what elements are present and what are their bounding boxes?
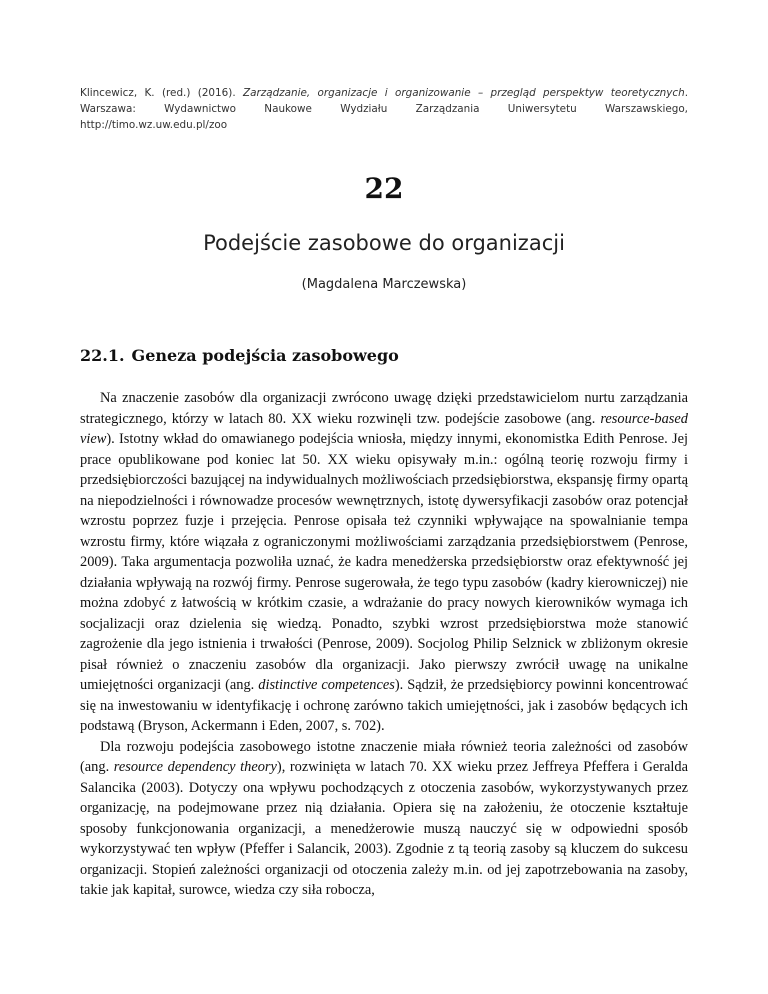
paragraph bbox=[80, 737, 688, 901]
citation-prefix: Klincewicz, K. (red.) (2016). bbox=[80, 87, 243, 99]
paragraph bbox=[80, 388, 688, 737]
section-heading bbox=[80, 346, 688, 365]
paragraph-text: ). Istotny wkład do omawianego podejścia wniosła, między innymi, ekonomistka Edith Penrose. Jej prace opublikowane pod koniec lat 50. XX wieku opisywały m.in.: ogólną teorię rozwoju firmy i przedsiębiorczości bazującej na indywidualnych możliwościach przedsiębiorstwa, ekspansję firmy opartą na niepodzielności i równowadze procesów wewnętrznych, istotę dywersyfikacji zasobów oraz potencjał wzrostu poprzez fuzje i przejęcia. Penrose opisała też czynniki wpływające na spowalnianie tempa wzrostu firmy, które wiązała z ograniczonymi możliwościami zarządzania przedsiębiorstwem (Penrose, 2009). Taka argumentacja pozwoliła uznać, że kadra menedżerska przedsiębiorstw oraz efektywność jej działania wpływają na rozwój firmy. Penrose sugerowała, że tego typu zasobów (kadry kierowniczej) nie można zdobyć z łatwością w krótkim czasie, a wdrażanie do pracy nowych kierowników wymaga ich socjalizacji oraz dzielenia się wiedzą. Ponadto, szybki wzrost przedsiębiorstwa może stanowić zagrożenie dla jego istnienia i trwałości (Penrose, 2009). Socjolog Philip Selznick w zbliżonym okresie pisał również o znaczeniu zasobów dla organizacji. Jako pierwszy zwrócił uwagę na unikalne umiejętności organizacji (ang. bbox=[80, 431, 688, 693]
paragraph-text: Dla rozwoju podejścia zasobowego istotne znaczenie miała również teoria zależności od zasobów (ang. bbox=[80, 738, 688, 775]
citation-suffix: . Warszawa: Wydawnictwo Naukowe Wydziału Zarządzania Uniwersytetu Warszawskiego, http://timo.wz.uw.edu.pl/zoo bbox=[80, 87, 688, 131]
term-italic: resource-based view bbox=[80, 410, 688, 447]
section-number: 22.1. bbox=[80, 346, 125, 365]
citation-text bbox=[80, 85, 688, 133]
term-italic: resource dependency theory bbox=[113, 759, 277, 775]
section-title: Geneza podejścia zasobowego bbox=[131, 346, 399, 365]
body-text bbox=[80, 388, 688, 901]
paragraph-text: ). Sądził, że przedsiębiorcy powinni koncentrować się na inwestowaniu w identyfikację i ochronę zarówno takich umiejętności, jak i zasobów będących ich podstawą (Bryson, Ackermann i Eden, 2007, s. 702). bbox=[80, 677, 688, 734]
chapter-number: 22 bbox=[364, 172, 404, 205]
paragraph-text: Na znaczenie zasobów dla organizacji zwrócono uwagę dzięki przedstawicielom nurtu zarządzania strategicznego, którzy w latach 80. XX wieku rozwinęli tzw. podejście zasobowe (ang. bbox=[80, 390, 688, 427]
citation-header bbox=[80, 85, 688, 133]
citation-title: Zarządzanie, organizacje i organizowanie – przegląd perspektyw teoretycznych bbox=[242, 87, 685, 99]
paragraph-text: ), rozwinięta w latach 70. XX wieku przez Jeffreya Pfeffera i Geralda Salancika (2003). Dotyczy ona wpływu pochodzących z otoczenia zasobów, wykorzystywanych przez organizację, na podejmowane przez nią działania. Opiera się na założeniu, że otoczenie kształtuje sposoby funkcjonowania organizacji, a menedżerowie muszą nauczyć się w odpowiedni sposób wykorzystywać ten wpływ (Pfeffer i Salancik, 2003). Zgodnie z tą teorią zasoby są kluczem do sukcesu organizacji. Stopień zależności organizacji od otoczenia zależy m.in. od jej zapotrzebowania na zasoby, takie jak kapitał, surowce, wiedza czy siła robocza, bbox=[80, 759, 689, 898]
chapter-title: Podejście zasobowe do organizacji bbox=[203, 231, 565, 255]
term-italic: distinctive competences bbox=[258, 677, 395, 693]
chapter-author: (Magdalena Marczewska) bbox=[301, 277, 467, 292]
